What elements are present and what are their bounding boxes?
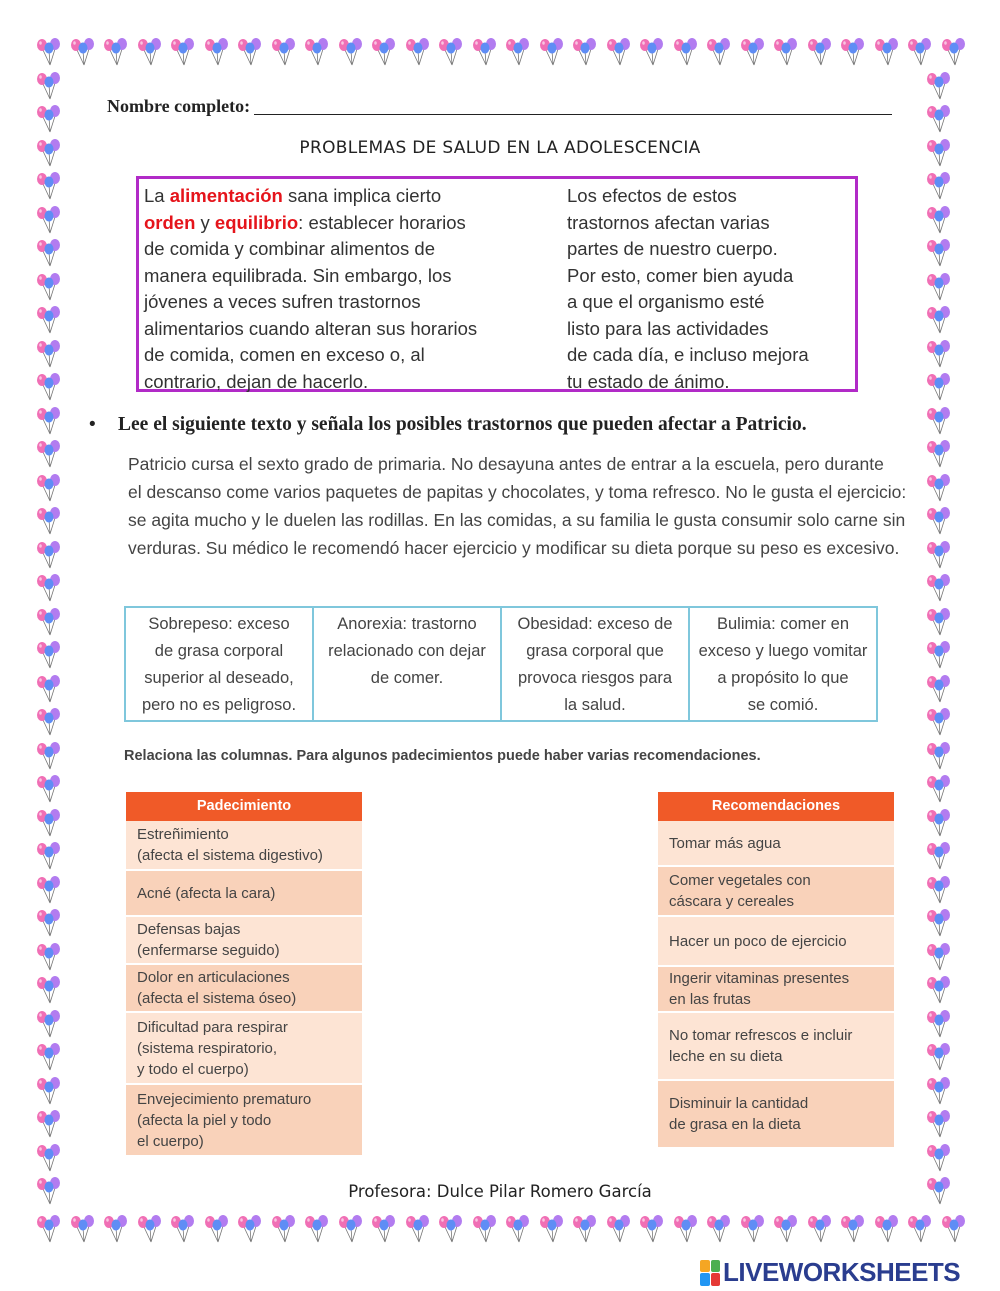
recommendations-row-text: Tomar más agua [669,834,781,852]
balloon-icon [304,38,330,68]
balloon-icon [907,1215,933,1245]
balloon-icon [773,1215,799,1245]
story-line: verduras. Su médico le recomendó hacer ejercicio y modificar su dieta porque su peso es excesivo. [128,538,900,558]
ailments-column [126,792,362,1157]
balloon-icon [36,440,62,470]
ailments-row-text: Acné (afecta la cara) [137,884,276,902]
balloon-icon [338,38,364,68]
balloon-icon [405,38,431,68]
balloon-icon [926,340,952,370]
balloon-icon [926,641,952,671]
balloon-icon [926,876,952,906]
balloon-icon [36,373,62,403]
balloon-icon [36,206,62,236]
balloon-icon [673,1215,699,1245]
balloon-icon [36,239,62,269]
balloon-icon [36,1043,62,1073]
balloon-icon [926,507,952,537]
balloon-icon [926,373,952,403]
definition-line: provoca riesgos para [517,669,673,687]
definition-line: relacionado con dejar [328,642,486,660]
page-title: PROBLEMAS DE SALUD EN LA ADOLESCENCIA [299,138,701,158]
balloon-icon [70,1215,96,1245]
balloon-icon [926,306,952,336]
definition-cell[interactable] [690,608,876,720]
balloon-icon [941,1215,967,1245]
balloon-icon [926,775,952,805]
highlight-word: orden [144,211,196,233]
recommendations-row-text: de grasa en la dieta [669,1116,801,1133]
definition-line: Obesidad: exceso de [517,615,673,633]
definition-line: Anorexia: trastorno [337,615,477,633]
recommendations-row[interactable] [658,821,894,867]
balloon-icon [204,1215,230,1245]
balloon-icon [926,1144,952,1174]
name-label: Nombre completo: [107,96,251,116]
recommendations-row[interactable] [658,917,894,967]
balloon-icon [36,742,62,772]
balloon-icon [941,38,967,68]
ailments-row-text: y todo el cuerpo) [137,1060,249,1078]
balloon-icon [170,1215,196,1245]
ailments-row-text: (afecta la piel y todo [137,1111,272,1129]
balloon-icon [926,172,952,202]
balloon-icon [926,239,952,269]
ailments-row-text: Dificultad para respirar [137,1018,288,1036]
balloon-icon [926,105,952,135]
balloon-icon [926,608,952,638]
balloon-icon [807,1215,833,1245]
instruction: Lee el siguiente texto y señala los posibles trastornos que pueden afectar a Patricio. [118,414,807,435]
balloon-icon [639,38,665,68]
name-blank-line[interactable] [254,96,892,115]
balloon-icon [472,38,498,68]
balloon-icon [606,1215,632,1245]
balloon-icon [539,38,565,68]
balloon-icon [36,38,62,68]
balloon-icon [36,541,62,571]
definition-line: Bulimia: comer en [716,615,850,633]
intro-left-column: La alimentación sana implica cierto orden y equilibrio: establecer horarios de comida y combinar alimentos de manera equilibrada. Sin embargo, los jóvenes a veces sufren trastornos alimentarios cuando alteran sus horarios de comida, comen en exceso o, al contrario, dejan de hacerlo. [144,185,478,392]
ailments-row[interactable] [126,871,362,917]
ailments-row[interactable] [126,965,362,1013]
balloon-icon [706,38,732,68]
balloon-icon [405,1215,431,1245]
balloon-icon [706,1215,732,1245]
balloon-icon [137,1215,163,1245]
bullet-icon: • [89,414,96,435]
balloon-icon [36,809,62,839]
balloon-icon [874,38,900,68]
recommendations-row-text: Comer vegetales con [669,872,811,889]
balloon-icon [926,574,952,604]
balloon-icon [807,38,833,68]
ailments-row[interactable] [126,821,362,871]
definition-cell[interactable] [314,608,502,720]
balloon-icon [572,1215,598,1245]
balloon-icon [36,641,62,671]
balloon-icon [907,38,933,68]
recommendations-row[interactable] [658,967,894,1013]
recommendations-row[interactable] [658,867,894,917]
balloon-icon [926,842,952,872]
story-text [128,450,907,562]
balloon-icon [170,38,196,68]
balloon-icon [926,72,952,102]
ailments-row-text: Envejecimiento prematuro [137,1090,312,1108]
balloon-icon [103,1215,129,1245]
recommendations-column [658,792,894,1149]
balloon-icon [237,38,263,68]
balloon-icon [926,541,952,571]
balloon-icon [505,1215,531,1245]
balloon-icon [36,608,62,638]
intro-right-column: Los efectos de estos trastornos afectan varias partes de nuestro cuerpo. Por esto, comer bien ayuda a que el organismo esté listo para las actividades de cada día, e incluso mejora tu estado de ánimo. [567,185,809,392]
definition-line: Sobrepeso: exceso [148,615,290,633]
balloon-icon [36,775,62,805]
story-line: Patricio cursa el sexto grado de primaria. No desayuna antes de entrar a la escuela, pero durante [128,454,884,474]
balloon-icon [926,1010,952,1040]
balloon-icon [36,273,62,303]
ailments-row-text: el cuerpo) [137,1132,204,1150]
ailments-row-text: (enfermarse seguido) [137,942,280,959]
balloon-icon [36,407,62,437]
balloon-icon [304,1215,330,1245]
balloon-icon [36,1215,62,1245]
balloon-icon [36,306,62,336]
balloon-icon [926,273,952,303]
highlight-word: alimentación [169,185,283,206]
definition-line: se comió. [747,696,819,714]
balloon-icon [926,407,952,437]
balloon-icon [505,38,531,68]
definition-line: de grasa corporal [154,642,284,660]
balloon-icon [137,38,163,68]
balloon-icon [36,72,62,102]
balloon-icon [371,38,397,68]
balloon-icon [673,38,699,68]
balloon-icon [271,1215,297,1245]
balloon-icon [36,105,62,135]
story-line: se agita mucho y le duelen las rodillas. En las comidas, a su familia le gusta consumir solo carne sin [128,510,906,530]
balloon-icon [36,1077,62,1107]
ailments-row[interactable] [126,917,362,965]
balloon-icon [539,1215,565,1245]
ailments-row-text: (afecta el sistema óseo) [137,990,297,1007]
balloon-icon [36,842,62,872]
balloon-icon [36,675,62,705]
balloon-icon [36,1144,62,1174]
balloon-icon [926,474,952,504]
brand-name: LIVEWORKSHEETS [723,1257,961,1287]
balloon-icon [36,909,62,939]
balloon-icon [472,1215,498,1245]
recommendations-header: Recomendaciones [658,792,894,821]
balloon-icon [740,38,766,68]
balloon-icon [36,708,62,738]
balloon-icon [926,440,952,470]
recommendations-row[interactable] [658,1081,894,1149]
balloon-icon [926,1110,952,1140]
recommendations-row-text: Ingerir vitaminas presentes [669,970,850,987]
balloon-icon [438,1215,464,1245]
balloon-icon [36,507,62,537]
balloon-icon [926,976,952,1006]
balloon-icon [36,1110,62,1140]
relate-instruction: Relaciona las columnas. Para algunos padecimientos puede haber varias recomendaciones. [124,748,761,764]
ailments-row-text: Estreñimiento [137,826,229,843]
highlight-word: equilibrio [214,211,299,233]
balloon-icon [36,574,62,604]
recommendations-row[interactable] [658,1013,894,1081]
definition-cell[interactable] [126,608,314,720]
balloon-icon [840,38,866,68]
balloon-icon [36,1010,62,1040]
balloon-icon [926,206,952,236]
story-line: el descanso come varios paquetes de papitas y chocolates, y toma refresco. No le gusta el ejercicio: [128,482,907,502]
ailments-row-text: (sistema respiratorio, [137,1039,278,1057]
definition-line: a propósito lo que [717,669,849,687]
definition-cell[interactable] [502,608,690,720]
recommendations-row-text: No tomar refrescos e incluir [669,1027,853,1044]
balloon-icon [204,38,230,68]
balloon-icon [926,742,952,772]
balloon-icon [438,38,464,68]
definition-line: superior al deseado, [144,669,294,687]
balloon-icon [371,1215,397,1245]
recommendations-row-text: Disminuir la cantidad [669,1095,809,1112]
balloon-icon [36,340,62,370]
balloon-icon [36,172,62,202]
balloon-icon [271,38,297,68]
balloon-icon [926,943,952,973]
balloon-icon [103,38,129,68]
balloon-icon [926,1077,952,1107]
balloon-icon [36,943,62,973]
balloon-icon [606,38,632,68]
ailments-row-text: Dolor en articulaciones [137,969,290,986]
ailments-row-text: (afecta el sistema digestivo) [137,847,323,864]
definition-line: grasa corporal que [526,642,664,660]
recommendations-row-text: en las frutas [669,991,751,1008]
recommendations-row-text: leche en su dieta [669,1048,783,1065]
liveworksheets-logo [700,1257,960,1288]
balloon-icon [840,1215,866,1245]
logo-icon [700,1260,720,1286]
balloon-icon [926,1043,952,1073]
ailments-header: Padecimiento [126,792,362,821]
balloon-icon [926,909,952,939]
definition-line: de comer. [370,669,444,687]
balloon-icon [926,809,952,839]
definitions-table [124,606,878,722]
balloon-icon [338,1215,364,1245]
balloon-icon [572,38,598,68]
balloon-icon [639,1215,665,1245]
balloon-icon [874,1215,900,1245]
balloon-icon [926,708,952,738]
definition-line: la salud. [564,696,626,714]
balloon-icon [70,38,96,68]
recommendations-row-text: cáscara y cereales [669,893,795,910]
balloon-icon [36,474,62,504]
balloon-icon [36,876,62,906]
ailments-row[interactable] [126,1085,362,1157]
definition-line: exceso y luego vomitar [698,642,868,660]
recommendations-row-text: Hacer un poco de ejercicio [669,932,847,950]
teacher-credit: Profesora: Dulce Pilar Romero García [348,1182,652,1201]
balloon-icon [36,976,62,1006]
ailments-row[interactable] [126,1013,362,1085]
balloon-icon [237,1215,263,1245]
name-field[interactable] [107,96,892,117]
balloon-icon [773,38,799,68]
balloon-icon [926,675,952,705]
definition-line: pero no es peligroso. [141,696,297,714]
ailments-row-text: Defensas bajas [137,921,241,938]
balloon-icon [740,1215,766,1245]
